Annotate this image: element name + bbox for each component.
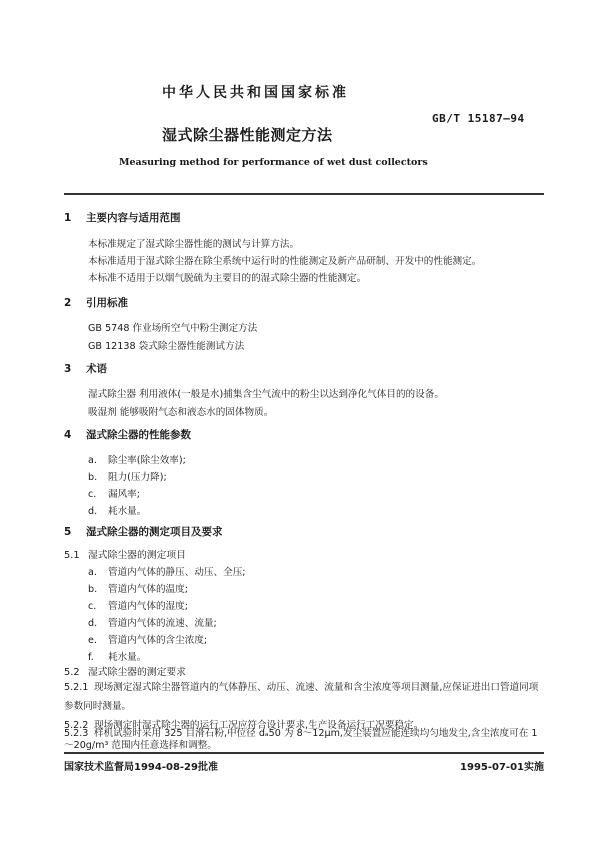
list-item: c. 漏风率; [88, 489, 141, 500]
paragraph: 本标准不适用于以烟气脱硫为主要目的的湿式除尘器的性能测定。 [88, 273, 367, 284]
section-1-heading [64, 210, 181, 225]
section-title: 引用标准 [86, 297, 128, 309]
header-divider [64, 193, 544, 195]
list-item: f. 耗水量。 [88, 652, 147, 663]
section-title: 湿式除尘器的测定项目及要求 [86, 526, 223, 538]
section-number: 5 [64, 526, 72, 538]
document-title: 湿式除尘器性能测定方法 [162, 126, 333, 144]
section-number: 3 [64, 363, 72, 375]
list-item: b. 管道内气体的温度; [88, 584, 188, 595]
document-subtitle-en: Measuring method for performance of wet dust collectors [119, 157, 428, 168]
section-2-heading [64, 295, 128, 310]
implementation-date: 1995-07-01实施 [460, 762, 544, 773]
term-definition: 湿式除尘器 利用液体(一般是水)捕集含尘气流中的粉尘以达到净化气体目的的设备。 [88, 389, 444, 400]
standard-code: GB/T 15187—94 [432, 112, 525, 125]
section-title: 术语 [86, 363, 107, 375]
paragraph: 本标准规定了湿式除尘器性能的测试与计算方法。 [88, 239, 300, 250]
clause-5-2-2: 5.2.2 现场测定时湿式除尘器的运行工况应符合设计要求,生产设备运行工况要稳定。 [64, 720, 424, 731]
standard-category-title: 中华人民共和国国家标准 [162, 85, 349, 101]
subsection-5-1-heading: 5.1 湿式除尘器的测定项目 [64, 550, 186, 561]
subsection-5-2-heading: 5.2 湿式除尘器的测定要求 [64, 667, 186, 678]
section-title: 湿式除尘器的性能参数 [86, 429, 191, 441]
list-item: c. 管道内气体的湿度; [88, 601, 188, 612]
reference-item: GB 5748 作业场所空气中粉尘测定方法 [88, 323, 258, 334]
term-definition: 吸湿剂 能够吸附气态和液态水的固体物质。 [88, 407, 274, 418]
list-item: a. 管道内气体的静压、动压、全压; [88, 567, 246, 578]
paragraph: 本标准适用于湿式除尘器在除尘系统中运行时的性能测定及新产品研制、开发中的性能测定。 [88, 256, 482, 267]
footer-divider [64, 752, 544, 754]
section-number: 4 [64, 429, 72, 441]
section-4-heading [64, 427, 191, 442]
section-title: 主要内容与适用范围 [86, 212, 181, 224]
section-number: 2 [64, 297, 72, 309]
list-item: d. 耗水量。 [88, 506, 147, 517]
reference-item: GB 12138 袋式除尘器性能测试方法 [88, 341, 245, 352]
section-3-heading [64, 361, 107, 376]
list-item: e. 管道内气体的含尘浓度; [88, 635, 208, 646]
list-item: b. 阻力(压力降); [88, 472, 167, 483]
list-item: d. 管道内气体的流速、流量; [88, 618, 217, 629]
clause-5-2-1: 5.2.1 现场测定湿式除尘器管道内的气体静压、动压、流速、流量和含尘浓度等项目测量,应保证进出口管道同项参数同时测量。 [64, 682, 539, 712]
clause-5-2-3: 5.2.3 样机试验时采用 325 目滑石粉,中位径 dₐ50 为 8～12μm,发尘装置应能连续均匀地发尘,含尘浓度可在 1～20g/m³ 范围内任意选择和调整。 [64, 728, 538, 751]
approval-date: 国家技术监督局1994-08-29批准 [64, 762, 218, 773]
section-number: 1 [64, 212, 72, 224]
list-item: a. 除尘率(除尘效率); [88, 455, 186, 466]
section-5-heading [64, 524, 223, 539]
